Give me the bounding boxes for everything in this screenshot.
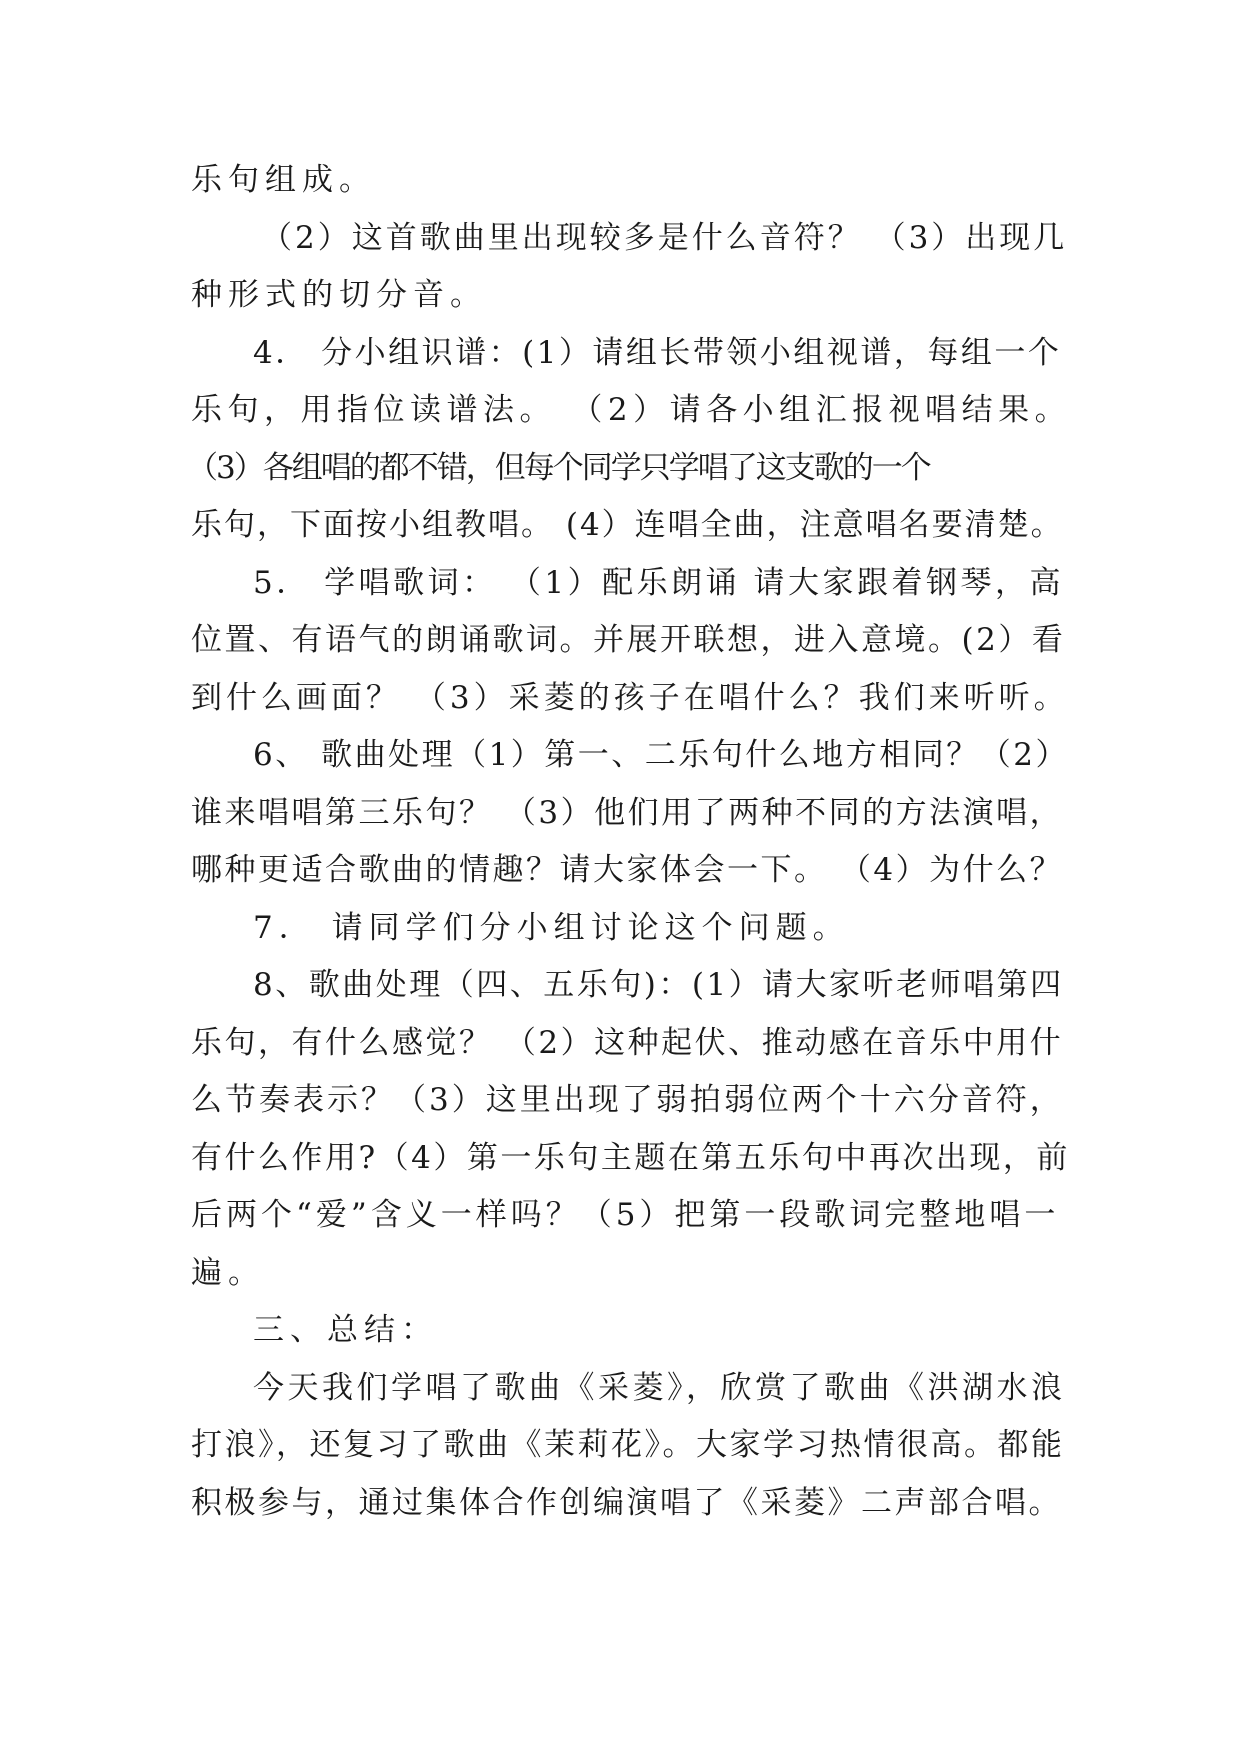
text-line-1: 乐句组成。 bbox=[191, 162, 376, 198]
text-line-10: 到什么画面？ （3）采菱的孩子在唱什么？我们来听听。 bbox=[191, 679, 1069, 716]
text-line-3: 种形式的切分音。 bbox=[191, 277, 487, 313]
text-line-19: 后两个“爱”含义一样吗？（5）把第一段歌词完整地唱一 bbox=[191, 1197, 1060, 1233]
text-line-24: 积极参与，通过集体合作创编演唱了《采菱》二声部合唱。 bbox=[191, 1484, 1062, 1521]
text-line-15: 8、歌曲处理（四、五乐句)：(1）请大家听老师唱第四 bbox=[253, 967, 1064, 1003]
text-line-16: 乐句，有什么感觉？ （2）这种起伏、推动感在音乐中用什 bbox=[191, 1024, 1064, 1061]
text-line-9: 位置、有语气的朗诵歌词。并展开联想，进入意境。(2）看 bbox=[191, 622, 1066, 658]
text-line-18: 有什么作用?（4）第一乐句主题在第五乐句中再次出现，前 bbox=[191, 1139, 1070, 1176]
text-line-12: 谁来唱唱第三乐句？ （3）他们用了两种不同的方法演唱， bbox=[191, 794, 1064, 831]
text-line-17: 么节奏表示？（3）这里出现了弱拍弱位两个十六分音符， bbox=[191, 1082, 1064, 1118]
text-line-6: （3）各组唱的都不错，但每个同学只学唱了这支歌的一个 bbox=[187, 449, 930, 486]
text-line-7: 乐句，下面按小组教唱。 (4）连唱全曲，注意唱名要清楚。 bbox=[191, 507, 1064, 543]
document-body bbox=[187, 152, 1072, 1532]
text-line-14: 7． 请同学们分小组讨论这个问题。 bbox=[253, 909, 850, 946]
text-line-22: 今天我们学唱了歌曲《采菱》，欣赏了歌曲《洪湖水浪 bbox=[253, 1369, 1066, 1406]
text-line-5: 乐句，用指位读谱法。 （2）请各小组汇报视唱结果。 bbox=[191, 392, 1072, 428]
text-line-11: 6、 歌曲处理（1）第一、二乐句什么地方相同？（2） bbox=[253, 737, 1070, 773]
text-line-2: （2）这首歌曲里出现较多是什么音符？ （3）出现几 bbox=[261, 219, 1068, 256]
text-line-4: 4． 分小组识谱：(1）请组长带领小组视谱，每组一个 bbox=[253, 334, 1062, 371]
text-line-13: 哪种更适合歌曲的情趣？请大家体会一下。 （4）为什么？ bbox=[191, 852, 1064, 888]
text-line-20: 遍。 bbox=[191, 1254, 265, 1291]
section-heading-summary: 三、总结： bbox=[253, 1312, 438, 1348]
text-line-8: 5． 学唱歌词： （1）配乐朗诵 请大家跟着钢琴，高 bbox=[253, 564, 1065, 601]
text-line-23: 打浪》，还复习了歌曲《茉莉花》。大家学习热情很高。都能 bbox=[191, 1427, 1065, 1463]
